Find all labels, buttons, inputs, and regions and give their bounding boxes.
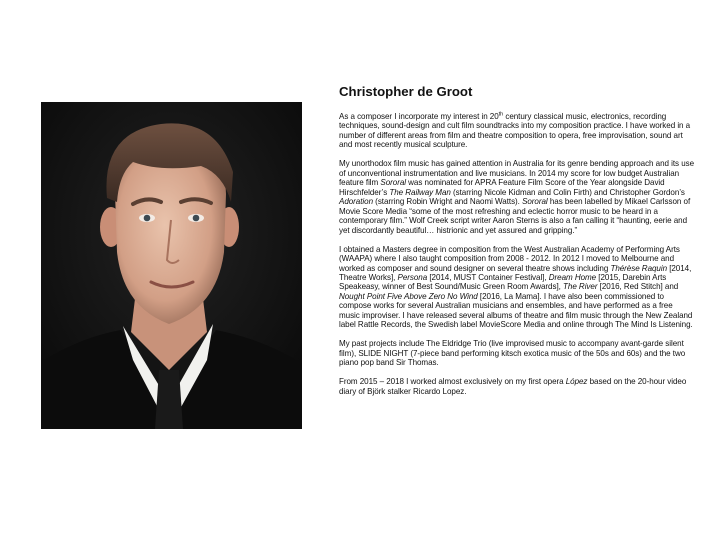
bio-paragraph-5 — [339, 377, 695, 396]
bio-paragraph-1 — [339, 112, 695, 150]
text-run: [2014, MUST Container Festival], — [427, 272, 549, 282]
superscript: th — [498, 111, 504, 118]
text-run: was nominated for APRA Feature Film Score of the Year alongside David Hirschfelder’s — [339, 178, 665, 197]
show-title: Persona — [397, 272, 428, 282]
text-run: (starring Robin Wright and Naomi Watts). — [373, 197, 523, 207]
opera-title: López — [565, 377, 588, 387]
film-title: Sororal — [380, 178, 406, 188]
film-title: The Railway Man — [389, 187, 451, 197]
film-title: Adoration — [339, 197, 373, 207]
text-run: [2014, Theatre Works], — [339, 263, 692, 282]
text-run: My unorthodox film music has gained attention in Australia for its genre bending approach and its use of unconventional instrumentation and live musicians. In 2014 my score for low budget Australian feature film — [339, 159, 695, 188]
bio-paragraph-3 — [339, 245, 695, 330]
text-run: As a composer I incorporate my interest in 20 — [339, 112, 499, 121]
page-title: Christopher de Groot — [339, 84, 473, 99]
text-run: [2015, Darebin Arts Speakeasy, winner of Best Sound/Music Green Room Awards], — [339, 272, 667, 292]
text-run: I obtained a Masters degree in composition from the West Australian Academy of Performing Arts (WAAPA) where I also taught composition from 2008 - 2012. In 2012 I moved to Melbourne and worked as composer and sound designer on several theatre shows including — [339, 244, 680, 273]
text-run: [2016, La Mama]. I have also been commissioned to compose works for several Australian musicians and ensembles, and have performed as a free music improviser. I have released several albums of theatre and film music through the New Zealand label Rattle Records, the Swedish label MovieScore Media and online through The Mind Is Listening. — [339, 291, 693, 330]
bio-text-column — [339, 84, 695, 406]
show-title: Thérèse Raquin — [610, 263, 668, 273]
show-title: The River — [563, 282, 598, 292]
show-title: Dream Home — [548, 272, 597, 282]
show-title: Nought Point Five Above Zero No Wind — [339, 291, 478, 301]
text-run: has been labelled by Mikael Carlsson of Movie Score Media “some of the most refreshing and eclectic horror music to be heard in a contemporary film.” Wolf Creek script writer Aaron Sterns is also a fan calling it “haunting, eerie and yet discordantly beautiful… histrionic and yet assured and gripping.” — [339, 197, 691, 235]
film-title: Sororal — [522, 197, 548, 207]
text-run: From 2015 – 2018 I worked almost exclusively on my first opera — [339, 377, 566, 387]
text-run: (starring Nicole Kidman and Colin Firth) and Christopher Gordon’s — [450, 187, 685, 197]
text-run: based on the 20-hour video diary of Björk stalker Ricardo Lopez. — [339, 377, 687, 396]
text-run: [2016, Red Stitch] and — [597, 282, 679, 292]
portrait-photo — [41, 102, 302, 429]
text-run: century classical music, electronics, recording techniques, sound-design and cult film soundtracks into my composition practice. I have worked in a number of different areas from film and theatre composition to opera, free improvisation, sound art and most recently musical sculpture. — [339, 112, 691, 150]
bio-paragraph-4: My past projects include The Eldridge Trio (live improvised music to accompany avant-garde silent film), SLIDE NIGHT (7-piece band performing kitsch exotica music of the 50s and 60s) and the two piano pop band Sir Thomas. — [339, 339, 686, 368]
bio-paragraph-2 — [339, 159, 695, 235]
